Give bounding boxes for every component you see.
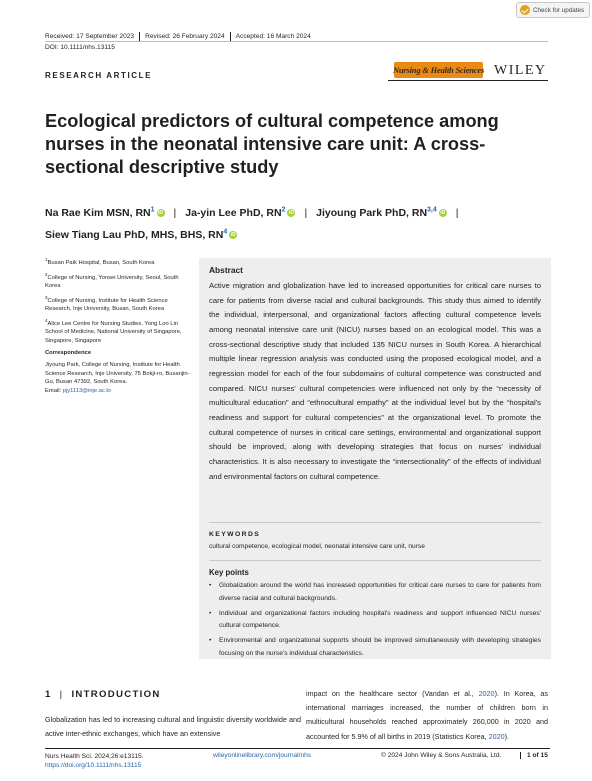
article-type: RESEARCH ARTICLE [45, 71, 153, 80]
author[interactable]: Siew Tiang Lau PhD, MHS, BHS, $RN^4$ iD [45, 228, 236, 241]
journal-logo [394, 62, 483, 78]
page-number: 1 of 15 [520, 752, 548, 759]
publisher-logo: WILEY [494, 63, 547, 78]
correspondence-text: Jiyoung Park, College of Nursing, Institute for Health Science Research, Inje University, 75 Bokji-ro, Busanjin-Gu, Busan 47392, South Korea. Email: pjy1113@inje.ac.kr [45, 362, 190, 394]
author[interactable]: Jiyoung Park PhD, RN$^{3,4}$ iD [316, 206, 446, 219]
footer-citation: Nurs Health Sci. 2024;26:e13115. https://doi.org/10.1111/nhs.13115 [45, 753, 144, 769]
doi[interactable]: DOI: 10.1111/nhs.13115 [45, 44, 115, 51]
affiliation: $^3$College of Nursing, Institute for Health Science Research, Inje University, Busan, South Korea [45, 294, 168, 313]
author-list: Na Rae Kim MSN, $RN^1$ iD | Ja-yin Lee PhD, $RN^2$ iD | Jiyoung Park PhD, RN$^{3,4}$ iD | Siew Tiang Lau PhD, MHS, BHS, $RN^4$ iD [45, 206, 459, 241]
key-point: • Environmental and organizational supports should be improved simultaneously with developing strategies focusing on the nurse's individual characteristics. [209, 635, 541, 660]
article-title: Ecological predictors of cultural competence among nurses in the neonatal intensive care unit: A cross-sectional descriptive study [45, 111, 499, 177]
author[interactable]: Na Rae Kim MSN, $RN^1$ iD [45, 206, 164, 219]
citation-link[interactable]: 2020 [488, 731, 505, 741]
abstract-heading: Abstract [209, 265, 243, 275]
affiliation: $^4$Alice Lee Centre for Nursing Studies, Yong Loo Lin School of Medicine, National University of Singapore, Singapore, Singapore [45, 317, 182, 344]
correspondence-heading: Correspondence [45, 350, 92, 357]
key-points-list [209, 580, 541, 663]
received-date: Received: 17 September 2023 [45, 33, 135, 40]
accepted-date: Accepted: 16 March 2024 [235, 33, 311, 40]
citation-link[interactable]: 2020 [478, 689, 495, 698]
revised-date: Revised: 26 February 2024 [145, 33, 225, 40]
check-for-updates-button[interactable] [516, 2, 590, 18]
orcid-icon[interactable]: iD [158, 209, 164, 216]
logo-divider [388, 80, 548, 81]
key-point: • Individual and organizational factors including hospital's readiness and support influenced NICU nurses' cultural competence. [209, 608, 541, 633]
intro-right-column: impact on the healthcare sector (Vandan et al., 2020). In Korea, as international marriages increased, the number of children born in multicultural households reached approximately 260,000 in 2020 and accounted for 5.9% of all births in 2019 (Statistics Korea, 2020). [306, 689, 548, 741]
footer-divider [45, 748, 550, 749]
key-point: • Globalization around the world has increased opportunities for critical care nurses to care for patients from diverse racial and cultural backgrounds. [209, 580, 541, 605]
check-updates-label: Check for updates [533, 6, 585, 14]
journal-logo-text: Nursing & Health Sciences [392, 65, 485, 75]
orcid-icon[interactable]: iD [440, 209, 446, 216]
affiliation: $^1$Busan Paik Hospital, Busan, South Korea [45, 257, 155, 266]
footer-journal-link[interactable]: wileyonlinelibrary.com/journal/nhs [213, 752, 312, 759]
date-divider [139, 32, 140, 41]
section-heading: 1 | INTRODUCTION [45, 689, 161, 700]
footer-doi-link[interactable]: https://doi.org/10.1111/nhs.13115 [45, 762, 142, 769]
affiliation: $^2$College of Nursing, Yonsei University, Seoul, South Korea [45, 271, 179, 290]
email-link[interactable]: pjy1113@inje.ac.kr [62, 387, 112, 394]
abstract-text: Active migration and globalization have led to increased opportunities for critical care nurses to care for patients from diverse racial and cultural backgrounds. This study thus aimed to identify the individual, interpersonal, and organizational factors affecting cultural competence levels among neonatal intensive care unit (NICU) nurses based on an ecological model. This was a cross-sectional descriptive study that included 135 NICU nurses in South Korea. A hierarchical multiple linear regression analysis was conducted using the proposed ecological model, and a regression model for each of the four subdomains of cultural competence was constructed and compared. NICU nurses' cultural competencies were influenced not only by the “necessity of multicultural education” and “ethnocultural empathy” at the individual level but by the “hospital's readiness and support for cultural competencies” at the organizational level. To promote the cultural competence of nurses in critical care settings, environmental and organizational support should be improved, along with developing strategies that focus on nurses' individual characteristics. It is also necessary to investigate the “intersectionality” of the effects of individual and environmental factors on cultural competence. [209, 281, 541, 481]
intro-left-column: Globalization has led to increasing cultural and linguistic diversity worldwide and active inter-ethnic exchanges, which have an extensive [45, 715, 301, 739]
keywords-divider [209, 560, 541, 561]
keywords-text: cultural competence, ecological model, neonatal intensive care unit, nurse [209, 543, 425, 550]
affiliations [45, 256, 193, 398]
check-updates-icon [520, 5, 530, 15]
key-points-heading: Key points [209, 568, 249, 577]
keywords-heading: KEYWORDS [209, 531, 261, 538]
orcid-icon[interactable]: iD [288, 209, 294, 216]
abstract-divider [209, 522, 541, 523]
footer-copyright: © 2024 John Wiley & Sons Australia, Ltd. [381, 752, 502, 759]
author[interactable]: Ja-yin Lee PhD, $RN^2$ iD [185, 206, 294, 219]
date-divider [230, 32, 231, 41]
header-divider [45, 41, 548, 42]
orcid-icon[interactable]: iD [230, 232, 236, 239]
